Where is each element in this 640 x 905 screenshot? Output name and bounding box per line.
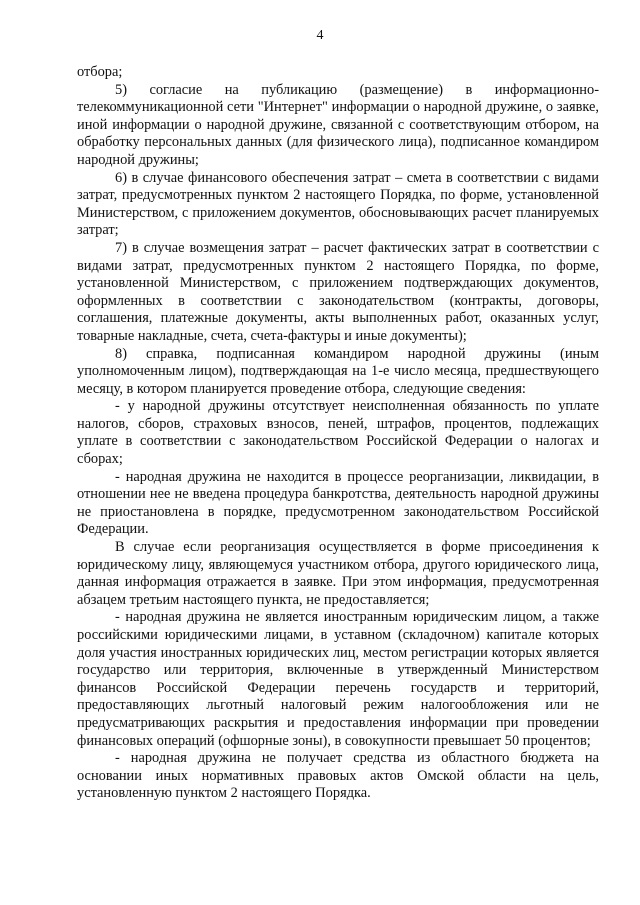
document-body: [77, 64, 599, 803]
paragraph-item-8: 8) справка, подписанная командиром народной дружины (иным уполномоченным лицом), подтверждающая на 1-е число месяца, предшествующего месяцу, в котором планируется проведение отбора, следующие сведения:: [77, 345, 599, 397]
paragraph-item-5: 5) согласие на публикацию (размещение) в информационно-телекоммуникационной сети "Интернет" информации о народной дружине, о заявке, иной информации о народной дружине, связанной с соответствующим отбором, на обработку персональных данных (для физического лица), подписанное командиром народной дружины;: [77, 81, 599, 168]
paragraph-bullet-no-other-funds: - народная дружина не получает средства из областного бюджета на основании иных нормативных правовых актов Омской области на цель, установленную пунктом 2 настоящего Порядка.: [77, 750, 599, 802]
paragraph-bullet-no-reorganization: - народная дружина не находится в процессе реорганизации, ликвидации, в отношении нее не введена процедура банкротства, деятельность народной дружины не приостановлена в порядке, предусмотренном законодательством Российской Федерации.: [77, 468, 599, 538]
paragraph-item-7: 7) в случае возмещения затрат – расчет фактических затрат в соответствии с видами затрат, предусмотренных пунктом 2 настоящего Порядка, по форме, установленной Министерством, с приложением подтверждающих документов, оформленных в соответствии с законодательством (контракты, договоры, соглашения, платежные документы, акты выполненных работ, оказанных услуг, товарные накладные, счета, счета-фактуры и иные документы);: [77, 239, 599, 344]
paragraph-bullet-not-foreign: - народная дружина не является иностранным юридическим лицом, а также российскими юридическими лицами, в уставном (складочном) капитале которых доля участия иностранных юридических лиц, местом регистрации которых является государство или территория, включенные в утвержденный Министерством финансов Российской Федерации перечень государств и территорий, предоставляющих льготный налоговый режим налогообложения или не предусматривающих раскрытия и предоставления информации при проведении финансовых операций (офшорные зоны), в совокупности превышает 50 процентов;: [77, 609, 599, 749]
paragraph-continuation: отбора;: [77, 64, 123, 80]
page-number: 4: [316, 28, 324, 43]
paragraph-bullet-no-debts: - у народной дружины отсутствует неисполненная обязанность по уплате налогов, сборов, страховых взносов, пеней, штрафов, процентов, подлежащих уплате в соответствии с законодательством Российской Федерации о налогах и сборах;: [77, 398, 599, 468]
paragraph-reorganization-note: В случае если реорганизация осуществляется в форме присоединения к юридическому лицу, являющемуся участником отбора, другого юридического лица, данная информация отражается в заявке. При этом информация, предусмотренная абзацем третьим настоящего пункта, не предоставляется;: [77, 539, 599, 608]
paragraph-item-6: 6) в случае финансового обеспечения затрат – смета в соответствии с видами затрат, предусмотренных пунктом 2 настоящего Порядка, по форме, установленной Министерством, с приложением документов, обосновывающих расчет планируемых затрат;: [77, 169, 599, 239]
